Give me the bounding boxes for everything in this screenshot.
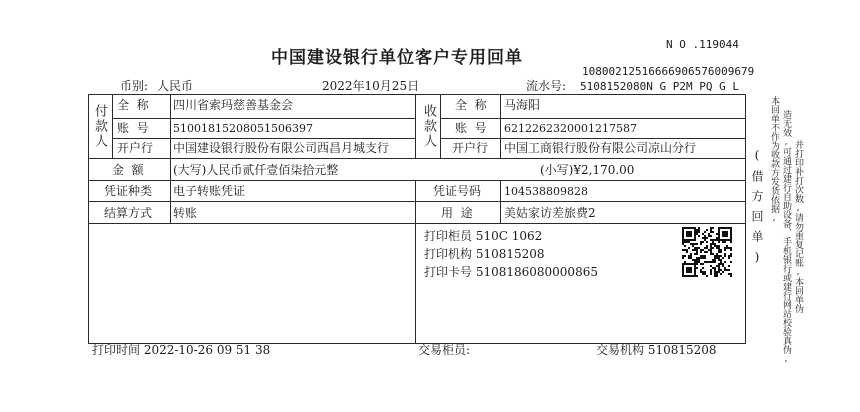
rule-payee-2 — [440, 138, 746, 139]
payee-account-value: 6212262320001217587 — [504, 122, 637, 135]
print-counter: 打印柜员 510C 1062 — [424, 229, 543, 243]
payee-bank-label: 开户行 — [452, 141, 489, 155]
qr-module — [690, 271, 692, 273]
rule-payer-labels — [170, 94, 171, 159]
qr-module — [696, 263, 698, 265]
disclaimer-line-3: 并打印补打次数,请勿重复记账,本回单伪 — [793, 140, 803, 313]
qr-module — [730, 255, 732, 257]
rule-payer-2 — [112, 138, 415, 139]
voucher-no-label: 凭证号码 — [433, 184, 482, 198]
purpose-value: 美姑家访差旅费2 — [504, 206, 596, 220]
qr-module — [702, 263, 704, 265]
payee-account-label: 账 号 — [455, 121, 487, 135]
rule-row-labels — [170, 180, 171, 224]
qr-module — [696, 253, 698, 255]
table-border-top — [88, 94, 746, 95]
currency-label: 币别: — [120, 79, 149, 93]
qr-code-icon — [682, 227, 732, 277]
qr-module — [722, 271, 724, 273]
qr-module — [696, 275, 698, 277]
payee-section-label: 收款人 — [421, 104, 436, 149]
payer-section-label: 付款人 — [92, 104, 107, 149]
qr-module — [710, 273, 712, 275]
qr-module — [726, 235, 728, 237]
qr-module — [720, 273, 722, 275]
qr-module — [706, 237, 708, 239]
qr-module — [696, 267, 698, 269]
qr-module — [700, 243, 702, 245]
qr-module — [706, 241, 708, 243]
payer-name-value: 四川省索玛慈善基金会 — [173, 98, 294, 112]
transaction-org: 交易机构 510815208 — [596, 343, 717, 357]
debit-receipt-note: (借方回单) — [750, 148, 764, 272]
qr-module — [714, 261, 716, 263]
print-org: 打印机构 510815208 — [424, 247, 545, 261]
qr-module — [728, 265, 730, 267]
voucher-type-label: 凭证种类 — [104, 184, 153, 198]
rule-center-lower — [415, 180, 416, 344]
payer-account-value: 51001815208051506397 — [173, 122, 313, 135]
settlement-method-value: 转账 — [173, 206, 198, 220]
qr-module — [730, 261, 732, 263]
qr-module — [724, 241, 726, 243]
payee-name-label: 全 称 — [455, 98, 487, 112]
qr-module — [702, 267, 704, 269]
qr-module — [688, 247, 690, 249]
qr-module — [706, 275, 708, 277]
purpose-label: 用 途 — [441, 206, 473, 220]
payer-bank-label: 开户行 — [117, 141, 154, 155]
print-time: 打印时间 2022-10-26 09 51 38 — [92, 343, 271, 357]
qr-module — [718, 241, 720, 243]
rule-payer-section — [112, 94, 113, 159]
disclaimer-line-1: 本回单不作为收款方发货依据, — [769, 96, 779, 223]
serial-label: 流水号: — [526, 79, 567, 93]
rule-payee-1 — [440, 118, 746, 119]
qr-module — [724, 261, 726, 263]
qr-module — [728, 269, 730, 271]
qr-module — [700, 251, 702, 253]
amount-small: (小写)¥2,170.00 — [540, 163, 635, 177]
rule-payee-section — [440, 94, 441, 159]
rule-payee-labels — [500, 94, 501, 159]
payer-account-label: 账 号 — [117, 121, 149, 135]
qr-module — [728, 257, 730, 259]
qr-module — [702, 241, 704, 243]
table-border-right — [745, 94, 746, 344]
qr-module — [704, 231, 706, 233]
qr-module — [706, 229, 708, 231]
rule-amount-bottom — [88, 180, 746, 181]
qr-module — [730, 241, 732, 243]
qr-module — [698, 235, 700, 237]
qr-module — [720, 251, 722, 253]
rule-amount-label — [170, 158, 171, 181]
qr-module — [686, 251, 688, 253]
voucher-no-value: 104538809828 — [504, 185, 588, 198]
payer-name-label: 全 称 — [117, 98, 149, 112]
qr-module — [730, 275, 732, 277]
qr-module — [696, 243, 698, 245]
voucher-type-value: 电子转账凭证 — [173, 184, 246, 198]
qr-module — [712, 231, 714, 233]
disclaimer-line-2: 造无效,可通过建行自助设备、手机银行或建行网站校验真伪, — [781, 110, 791, 364]
amount-label: 金 额 — [112, 163, 144, 177]
transaction-teller-label: 交易柜员: — [418, 343, 471, 357]
rule-party-bottom — [88, 158, 746, 159]
qr-module — [684, 255, 686, 257]
qr-module — [724, 249, 726, 251]
document-title: 中国建设银行单位客户专用回单 — [271, 48, 523, 68]
qr-module — [712, 227, 714, 229]
qr-module — [684, 245, 686, 247]
payee-name-value: 马海阳 — [504, 98, 541, 112]
receipt-date: 2022年10月25日 — [322, 79, 420, 93]
table-border-left — [88, 94, 89, 344]
rule-payer-1 — [112, 118, 415, 119]
qr-module — [730, 249, 732, 251]
rule-right-labels — [500, 180, 501, 224]
qr-module — [698, 231, 700, 233]
qr-module — [706, 251, 708, 253]
qr-module — [704, 257, 706, 259]
receipt-number: N O .119044 — [666, 38, 739, 51]
payer-bank-value: 中国建设银行股份有限公司西昌月城支行 — [173, 141, 390, 155]
qr-module — [710, 235, 712, 237]
qr-module — [712, 247, 714, 249]
currency-value: 人民币 — [157, 79, 194, 93]
qr-module — [722, 257, 724, 259]
qr-module — [694, 239, 696, 241]
qr-module — [682, 257, 684, 259]
qr-module — [690, 235, 692, 237]
rule-settlement-bottom — [88, 223, 746, 224]
rule-center-left — [415, 94, 416, 159]
print-card: 打印卡号 5108186080000865 — [424, 265, 598, 279]
rule-voucher-bottom — [88, 201, 746, 202]
serial-value: 5108152080N G P2M PQ G L — [580, 80, 739, 93]
settlement-method-label: 结算方式 — [104, 206, 153, 220]
qr-module — [716, 275, 718, 277]
amount-capital: (大写)人民币贰仟壹佰柒拾元整 — [173, 163, 339, 177]
reference-number: 10800212516666906576009679 — [582, 65, 755, 78]
qr-module — [724, 255, 726, 257]
payee-bank-value: 中国工商银行股份有限公司凉山分行 — [504, 141, 697, 155]
